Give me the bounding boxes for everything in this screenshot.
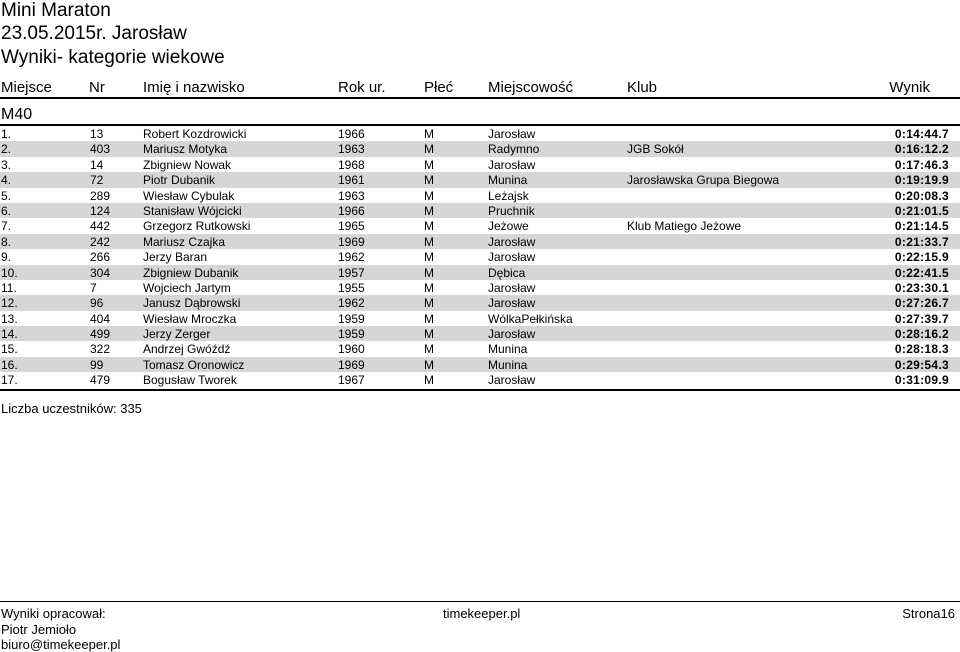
cell-nr: 404 — [90, 311, 111, 326]
cell-result: 0:28:18.3 — [894, 342, 949, 357]
cell-result: 0:21:33.7 — [894, 234, 949, 249]
category-label: M40 — [1, 106, 33, 123]
cell-nr: 14 — [90, 157, 104, 172]
cell-name: Andrzej Gwóźdź — [143, 342, 231, 357]
cell-year: 1959 — [338, 311, 365, 326]
cell-name: Wiesław Mroczka — [143, 311, 237, 326]
cell-sex: M — [424, 234, 434, 249]
cell-city: Jarosław — [488, 280, 536, 295]
cell-sex: M — [424, 203, 434, 218]
cell-place: 11. — [1, 280, 17, 295]
cell-place: 9. — [1, 250, 12, 265]
cell-nr: 266 — [90, 250, 111, 265]
cell-nr: 96 — [90, 296, 104, 311]
table-row — [0, 295, 960, 310]
table-row — [0, 311, 960, 326]
cell-club: JGB Sokół — [627, 142, 684, 157]
cell-year: 1963 — [338, 142, 365, 157]
cell-city: Jarosław — [488, 296, 536, 311]
cell-result: 0:19:19.9 — [894, 173, 949, 188]
cell-year: 1965 — [338, 219, 365, 234]
cell-name: Stanisław Wójcicki — [143, 203, 242, 218]
cell-name: Grzegorz Rutkowski — [143, 219, 251, 234]
cell-sex: M — [424, 373, 434, 388]
cell-sex: M — [424, 327, 434, 342]
cell-city: Jarosław — [488, 127, 536, 141]
event-date-place: 23.05.2015r. Jarosław — [1, 23, 187, 44]
col-place: Miejsce — [1, 79, 52, 96]
cell-nr: 13 — [90, 127, 104, 141]
cell-result: 0:14:44.7 — [894, 127, 949, 141]
cell-name: Jerzy Baran — [143, 250, 208, 265]
results-subtitle: Wyniki- kategorie wiekowe — [1, 47, 225, 68]
cell-nr: 304 — [90, 265, 111, 280]
cell-name: Robert Kozdrowicki — [143, 127, 247, 141]
cell-sex: M — [424, 127, 434, 141]
cell-place: 2. — [1, 142, 12, 157]
cell-sex: M — [424, 280, 434, 295]
table-row — [0, 188, 960, 203]
cell-sex: M — [424, 250, 434, 265]
cell-result: 0:17:46.3 — [894, 157, 949, 172]
cell-nr: 289 — [90, 188, 111, 203]
cell-city: Jarosław — [488, 250, 536, 265]
col-year: Rok ur. — [338, 79, 386, 96]
event-title: Mini Maraton — [1, 0, 111, 21]
cell-place: 8. — [1, 234, 12, 249]
cell-nr: 99 — [90, 357, 104, 372]
cell-year: 1968 — [338, 157, 365, 172]
cell-result: 0:28:16.2 — [894, 327, 949, 342]
cell-year: 1969 — [338, 234, 365, 249]
table-row — [0, 249, 960, 264]
cell-place: 14. — [1, 327, 18, 342]
cell-year: 1961 — [338, 173, 365, 188]
cell-result: 0:22:41.5 — [894, 265, 949, 280]
cell-city: Munina — [488, 342, 528, 357]
table-row — [0, 357, 960, 372]
cell-result: 0:21:01.5 — [894, 203, 949, 218]
col-city: Miejscowość — [488, 79, 574, 96]
cell-nr: 442 — [90, 219, 111, 234]
cell-sex: M — [424, 219, 434, 234]
table-row — [0, 157, 960, 172]
cell-city: Jarosław — [488, 234, 536, 249]
table-row — [0, 141, 960, 156]
cell-place: 10. — [1, 265, 18, 280]
cell-place: 5. — [1, 188, 12, 203]
cell-result: 0:29:54.3 — [894, 357, 949, 372]
table-row — [0, 203, 960, 218]
cell-year: 1960 — [338, 342, 365, 357]
cell-city: WólkaPełkińska — [488, 311, 573, 326]
cell-nr: 403 — [90, 142, 111, 157]
cell-result: 0:21:14.5 — [894, 219, 949, 234]
footer-rule — [0, 601, 960, 602]
col-sex: Płeć — [424, 79, 454, 96]
footer-author: Piotr Jemioło — [1, 622, 77, 637]
cell-nr: 72 — [90, 173, 104, 188]
cell-sex: M — [424, 342, 434, 357]
cell-result: 0:16:12.2 — [894, 142, 949, 157]
cell-sex: M — [424, 157, 434, 172]
cell-sex: M — [424, 265, 434, 280]
cell-result: 0:20:08.3 — [894, 188, 949, 203]
cell-result: 0:27:39.7 — [894, 311, 949, 326]
cell-sex: M — [424, 296, 434, 311]
table-row — [0, 341, 960, 356]
cell-place: 6. — [1, 203, 12, 218]
cell-sex: M — [424, 173, 434, 188]
cell-name: Wiesław Cybulak — [143, 188, 235, 203]
cell-name: Mariusz Motyka — [143, 142, 228, 157]
cell-place: 12. — [1, 296, 18, 311]
cell-result: 0:22:15.9 — [894, 250, 949, 265]
footer-site: timekeeper.pl — [443, 606, 521, 621]
table-row — [0, 172, 960, 187]
cell-place: 3. — [1, 157, 12, 172]
cell-result: 0:27:26.7 — [894, 296, 949, 311]
cell-year: 1967 — [338, 373, 365, 388]
cell-sex: M — [424, 311, 434, 326]
table-row — [0, 234, 960, 249]
cell-name: Tomasz Oronowicz — [143, 357, 245, 372]
cell-year: 1966 — [338, 127, 365, 141]
table-row — [0, 265, 960, 280]
cell-nr: 242 — [90, 234, 111, 249]
cell-city: Pruchnik — [488, 203, 535, 218]
cell-year: 1969 — [338, 357, 365, 372]
cell-city: Dębica — [488, 265, 526, 280]
cell-name: Mariusz Czajka — [143, 234, 226, 249]
cell-place: 15. — [1, 342, 18, 357]
col-name: Imię i nazwisko — [143, 79, 245, 96]
participants-count: Liczba uczestników: 335 — [1, 401, 142, 416]
cell-nr: 479 — [90, 373, 111, 388]
cell-year: 1959 — [338, 327, 365, 342]
cell-name: Bogusław Tworek — [143, 373, 237, 388]
cell-place: 13. — [1, 311, 18, 326]
col-result: Wynik — [889, 79, 930, 96]
cell-city: Jarosław — [488, 327, 536, 342]
cell-name: Wojciech Jartym — [143, 280, 231, 295]
cell-place: 7. — [1, 219, 12, 234]
cell-result: 0:31:09.9 — [894, 373, 949, 388]
cell-name: Piotr Dubanik — [143, 173, 216, 188]
cell-result: 0:23:30.1 — [894, 280, 949, 295]
cell-city: Radymno — [488, 142, 540, 157]
cell-place: 1. — [1, 127, 12, 141]
cell-year: 1962 — [338, 250, 365, 265]
col-nr: Nr — [89, 79, 105, 96]
header-rule — [0, 97, 960, 99]
cell-nr: 7 — [90, 280, 97, 295]
cell-city: Leżajsk — [488, 188, 529, 203]
results-table — [0, 126, 960, 388]
cell-city: Munina — [488, 357, 528, 372]
footer-email: biuro@timekeeper.pl — [1, 637, 121, 652]
cell-nr: 322 — [90, 342, 111, 357]
cell-year: 1966 — [338, 203, 365, 218]
table-row — [0, 326, 960, 341]
cell-nr: 499 — [90, 327, 111, 342]
col-club: Klub — [627, 79, 658, 96]
cell-name: Jerzy Zerger — [143, 327, 211, 342]
table-row — [0, 372, 960, 387]
cell-club: Jarosławska Grupa Biegowa — [627, 173, 780, 188]
footer-prepared-label: Wyniki opracował: — [1, 606, 106, 621]
cell-year: 1963 — [338, 188, 365, 203]
cell-year: 1955 — [338, 280, 365, 295]
cell-sex: M — [424, 188, 434, 203]
cell-year: 1957 — [338, 265, 365, 280]
cell-city: Munina — [488, 173, 528, 188]
cell-city: Jarosław — [488, 373, 536, 388]
cell-sex: M — [424, 142, 434, 157]
footer-page-number: Strona16 — [902, 606, 955, 621]
cell-city: Jeżowe — [488, 219, 529, 234]
cell-name: Zbigniew Dubanik — [143, 265, 239, 280]
table-row — [0, 280, 960, 295]
cell-place: 16. — [1, 357, 18, 372]
cell-place: 4. — [1, 173, 12, 188]
cell-sex: M — [424, 357, 434, 372]
table-end-rule — [0, 389, 960, 391]
cell-club: Klub Matiego Jeżowe — [627, 219, 742, 234]
table-row — [0, 218, 960, 233]
cell-city: Jarosław — [488, 157, 536, 172]
cell-nr: 124 — [90, 203, 111, 218]
cell-name: Zbigniew Nowak — [143, 157, 232, 172]
cell-place: 17. — [1, 373, 18, 388]
cell-name: Janusz Dąbrowski — [143, 296, 241, 311]
cell-year: 1962 — [338, 296, 365, 311]
table-row — [0, 126, 960, 141]
